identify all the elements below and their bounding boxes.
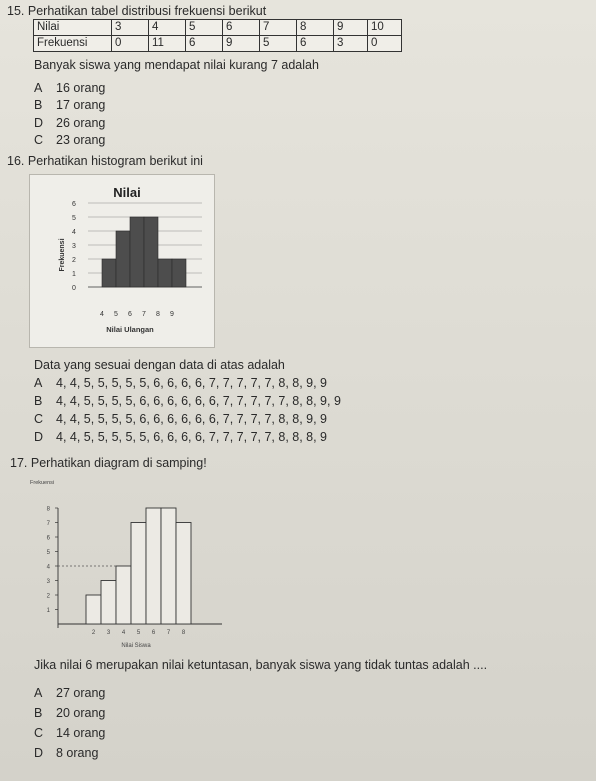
q16-option-b[interactable]	[34, 394, 341, 408]
y-tick-label: 4	[46, 564, 50, 571]
y-tick-label: 0	[72, 285, 76, 292]
option-letter: C	[34, 726, 44, 740]
table-row-label: Nilai	[34, 20, 112, 36]
q16-option-a[interactable]	[34, 376, 327, 390]
q15-option-b[interactable]	[34, 98, 105, 112]
q16-heading	[7, 154, 203, 168]
histogram-bar	[116, 231, 130, 287]
y-tick-label: 2	[72, 257, 76, 264]
q15-heading	[7, 4, 266, 18]
x-tick-label: 2	[91, 630, 96, 636]
option-letter: B	[34, 98, 43, 112]
table-cell: 4	[149, 20, 186, 36]
histogram-bar	[158, 259, 172, 287]
option-text: 26 orang	[56, 116, 106, 130]
table-cell: 9	[334, 20, 368, 36]
q16-histogram	[30, 175, 214, 347]
x-tick-label: 9	[170, 311, 174, 318]
q15-text: Perhatikan tabel distribusi frekuensi berikut	[27, 4, 267, 18]
table-cell: 3	[334, 36, 368, 52]
table-cell: 7	[260, 20, 297, 36]
diagram-bar	[161, 508, 176, 624]
q17-heading	[10, 456, 207, 470]
chart-title: Nilai	[113, 185, 141, 200]
table-cell: 5	[186, 20, 223, 36]
q17-prompt: Jika nilai 6 merupakan nilai ketuntasan, banyak siswa yang tidak tuntas adalah ....	[34, 658, 488, 672]
q15-number: 15.	[7, 4, 25, 18]
y-axis-label: Frekuensi	[30, 480, 55, 486]
histogram-bar	[144, 217, 158, 287]
y-tick-label: 1	[72, 271, 76, 278]
table-cell: 8	[297, 20, 334, 36]
diagram-bar	[176, 523, 191, 625]
option-letter: B	[34, 706, 43, 720]
option-letter: A	[34, 376, 43, 390]
q16-text: Perhatikan histogram berikut ini	[27, 154, 203, 168]
x-tick-label: 3	[106, 630, 111, 636]
x-tick-label: 5	[136, 630, 141, 636]
option-text: 4, 4, 5, 5, 5, 5, 5, 6, 6, 6, 6, 7, 7, 7, 7, 7, 8, 8, 8, 9	[56, 430, 328, 444]
option-letter: D	[34, 116, 44, 130]
option-letter: A	[34, 81, 43, 95]
y-tick-label: 7	[46, 521, 50, 527]
table-cell: 10	[368, 20, 402, 36]
y-tick-label: 4	[72, 229, 76, 236]
diagram-bar	[116, 566, 131, 624]
diagram-bar	[131, 523, 146, 625]
option-text: 23 orang	[56, 133, 106, 147]
q16-option-c[interactable]	[34, 412, 327, 426]
option-text: 16 orang	[56, 81, 106, 95]
q16-number: 16.	[7, 154, 25, 168]
y-tick-label: 6	[72, 201, 76, 208]
option-text: 20 orang	[56, 706, 106, 720]
histogram-bar	[130, 217, 144, 287]
diagram-bar	[146, 508, 161, 624]
table-cell: 5	[260, 36, 297, 52]
option-letter: D	[34, 430, 44, 444]
option-text: 17 orang	[56, 98, 106, 112]
q17-bar-diagram	[26, 478, 226, 653]
option-text: 4, 4, 5, 5, 5, 5, 6, 6, 6, 6, 6, 6, 7, 7, 7, 7, 8, 8, 9, 9	[56, 412, 328, 426]
table-cell: 9	[223, 36, 260, 52]
x-axis-label: Nilai Siswa	[121, 643, 151, 649]
q15-frequency-table	[33, 19, 402, 52]
q16-prompt: Data yang sesuai dengan data di atas adalah	[34, 358, 285, 372]
table-cell: 3	[112, 20, 149, 36]
option-letter: B	[34, 394, 43, 408]
y-tick-label: 5	[72, 215, 76, 222]
table-row-frekuensi	[34, 36, 402, 52]
q17-option-b[interactable]	[34, 706, 105, 720]
x-tick-label: 6	[151, 630, 156, 636]
option-letter: C	[34, 133, 44, 147]
table-cell: 6	[297, 36, 334, 52]
q17-text: Perhatikan diagram di samping!	[30, 456, 207, 470]
option-text: 8 orang	[56, 746, 99, 760]
y-tick-label: 3	[46, 579, 50, 585]
table-cell: 0	[112, 36, 149, 52]
option-letter: A	[34, 686, 43, 700]
q17-option-a[interactable]	[34, 686, 105, 700]
q16-histogram-panel	[29, 174, 215, 348]
q15-option-a[interactable]	[34, 81, 105, 95]
q15-prompt: Banyak siswa yang mendapat nilai kurang 7 adalah	[34, 58, 319, 72]
table-row-nilai	[34, 20, 402, 36]
x-tick-label: 6	[128, 311, 132, 318]
table-cell: 11	[149, 36, 186, 52]
q16-option-d[interactable]	[34, 430, 327, 444]
y-tick-label: 2	[46, 593, 50, 600]
q17-number: 17.	[10, 456, 28, 470]
diagram-bar	[101, 581, 116, 625]
q17-option-d[interactable]	[34, 746, 98, 760]
x-tick-label: 4	[121, 630, 126, 636]
table-cell: 6	[223, 20, 260, 36]
x-tick-label: 8	[156, 311, 160, 318]
option-letter: D	[34, 746, 44, 760]
x-axis-label: Nilai Ulangan	[106, 325, 154, 334]
y-tick-label: 8	[46, 506, 50, 513]
table-cell: 6	[186, 36, 223, 52]
x-tick-label: 4	[100, 311, 104, 318]
y-tick-label: 6	[46, 535, 50, 542]
option-text: 14 orang	[56, 726, 106, 740]
y-tick-label: 5	[46, 550, 50, 556]
option-letter: C	[34, 412, 44, 426]
q17-option-c[interactable]	[34, 726, 105, 740]
histogram-bar	[172, 259, 186, 287]
q15-option-d[interactable]	[34, 116, 105, 130]
option-text: 4, 4, 5, 5, 5, 5, 6, 6, 6, 6, 6, 6, 7, 7, 7, 7, 7, 8, 8, 9, 9	[56, 394, 341, 408]
x-tick-label: 5	[114, 311, 118, 318]
y-tick-label: 1	[46, 608, 50, 614]
q15-option-c[interactable]	[34, 133, 105, 147]
option-text: 27 orang	[56, 686, 106, 700]
y-axis-label: Frekuensi	[59, 238, 66, 272]
x-tick-label: 7	[142, 311, 146, 318]
y-tick-label: 3	[72, 243, 76, 250]
table-row-label: Frekuensi	[34, 36, 112, 52]
option-text: 4, 4, 5, 5, 5, 5, 5, 6, 6, 6, 6, 7, 7, 7, 7, 7, 8, 8, 9, 9	[56, 376, 328, 390]
histogram-bar	[102, 259, 116, 287]
x-tick-label: 8	[181, 630, 186, 636]
diagram-bar	[86, 595, 101, 624]
table-cell: 0	[368, 36, 402, 52]
x-tick-label: 7	[166, 630, 171, 636]
